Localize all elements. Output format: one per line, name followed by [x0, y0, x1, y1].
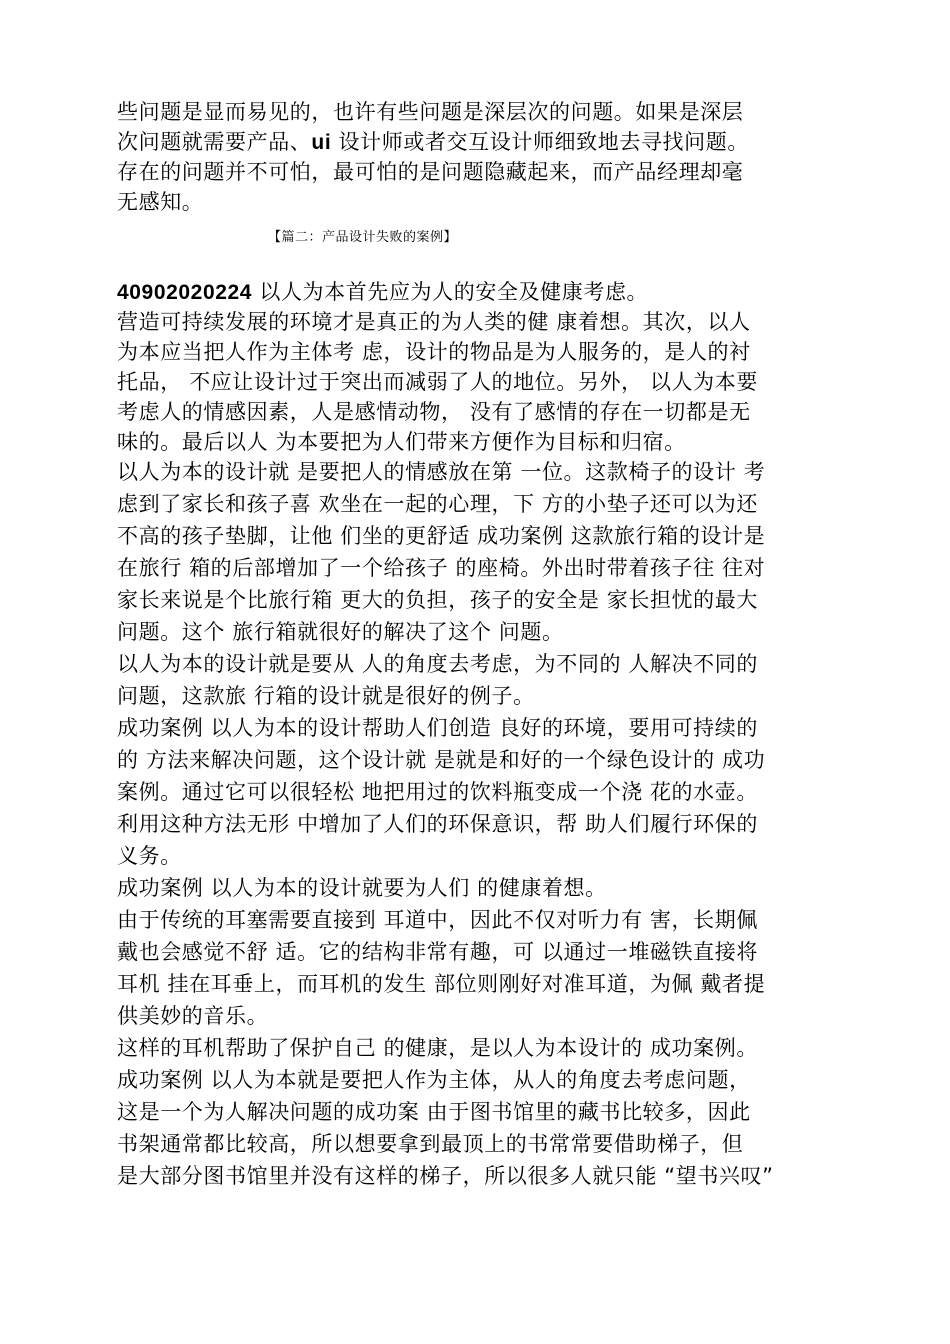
paragraph-line: 考虑人的情感因素，人是感情动物， 没有了感情的存在一切都是无 [117, 400, 751, 424]
paragraph-line: 以人为本的设计就 是要把人的情感放在第 一位。这款椅子的设计 考 [117, 460, 766, 484]
paragraph-line: 戴也会感觉不舒 适。它的结构非常有趣，可 以通过一堆磁铁直接将 [117, 940, 758, 964]
paragraph-line: 成功案例 以人为本就是要把人作为主体，从人的角度去考虑问题， [117, 1068, 751, 1092]
paragraph-line: 味的。最后以人 为本要把为人们带来方便作为目标和归宿。 [117, 430, 686, 454]
paragraph-line: 是大部分图书馆里并没有这样的梯子，所以很多人就只能 “望书兴叹” [117, 1164, 774, 1188]
paragraph-line: 问题。这个 旅行箱就很好的解决了这个 问题。 [117, 620, 564, 644]
paragraph-line: 这样的耳机帮助了保护自己 的健康，是以人为本设计的 成功案例。 [117, 1036, 758, 1060]
paragraph-line: 些问题是显而易见的，也许有些问题是深层次的问题。如果是深层 [117, 100, 744, 124]
text-run: 设计师或者交互设计师细致地去寻找问题。 [331, 130, 749, 154]
paragraph-line: 为本应当把人作为主体考 虑，设计的物品是为人服务的，是人的衬 [117, 340, 751, 364]
paragraph-line: 成功案例 以人为本的设计就要为人们 的健康着想。 [117, 876, 607, 900]
paragraph-line: 营造可持续发展的环境才是真正的为人类的健 康着想。其次，以人 [117, 310, 751, 334]
document-number: 40902020224 [117, 281, 253, 304]
paragraph-line: 由于传统的耳塞需要直接到 耳道中，因此不仅对听力有 害，长期佩 [117, 908, 758, 932]
paragraph-line: 的 方法来解决问题，这个设计就 是就是和好的一个绿色设计的 成功 [117, 748, 766, 772]
text-run: 次问题就需要产品、 [117, 130, 312, 154]
paragraph-line: 书架通常都比较高，所以想要拿到最顶上的书常常要借助梯子，但 [117, 1132, 744, 1156]
paragraph-line: 以人为本的设计就是要从 人的角度去考虑，为不同的 人解决不同的 [117, 652, 758, 676]
paragraph-line: 耳机 挂在耳垂上，而耳机的发生 部位则刚好对准耳道，为佩 戴者提 [117, 972, 766, 996]
paragraph-line: 在旅行 箱的后部增加了一个给孩子 的座椅。外出时带着孩子往 往对 [117, 556, 766, 580]
paragraph-line: 家长来说是个比旅行箱 更大的负担，孩子的安全是 家长担忧的最大 [117, 588, 758, 612]
paragraph-line: 成功案例 以人为本的设计帮助人们创造 良好的环境，要用可持续的 [117, 716, 758, 740]
paragraph-line: 虑到了家长和孩子喜 欢坐在一起的心理，下 方的小垫子还可以为还 [117, 492, 758, 516]
paragraph-line: 问题，这款旅 行箱的设计就是很好的例子。 [117, 684, 535, 708]
paragraph-line: 无感知。 [117, 190, 204, 214]
paragraph-line [117, 127, 749, 157]
paragraph-line: 利用这种方法无形 中增加了人们的环保意识，帮 助人们履行环保的 [117, 812, 758, 836]
paragraph-line: 托品， 不应让设计过于突出而减弱了人的地位。另外， 以人为本要 [117, 370, 758, 394]
paragraph-line: 存在的问题并不可怕，最可怕的是问题隐藏起来，而产品经理却毫 [117, 160, 744, 184]
paragraph-line: 不高的孩子垫脚，让他 们坐的更舒适 成功案例 这款旅行箱的设计是 [117, 524, 766, 548]
bold-term: ui [311, 131, 332, 154]
section-heading: 【篇二：产品设计失败的案例】 [268, 230, 458, 245]
paragraph-line: 案例。通过它可以很轻松 地把用过的饮料瓶变成一个浇 花的水壶。 [117, 780, 758, 804]
paragraph-line [117, 277, 648, 307]
text-run: 以人为本首先应为人的安全及健康考虑。 [252, 280, 649, 304]
paragraph-line: 义务。 [117, 844, 182, 868]
paragraph-line: 这是一个为人解决问题的成功案 由于图书馆里的藏书比较多，因此 [117, 1100, 751, 1124]
paragraph-line: 供美妙的音乐。 [117, 1004, 269, 1028]
